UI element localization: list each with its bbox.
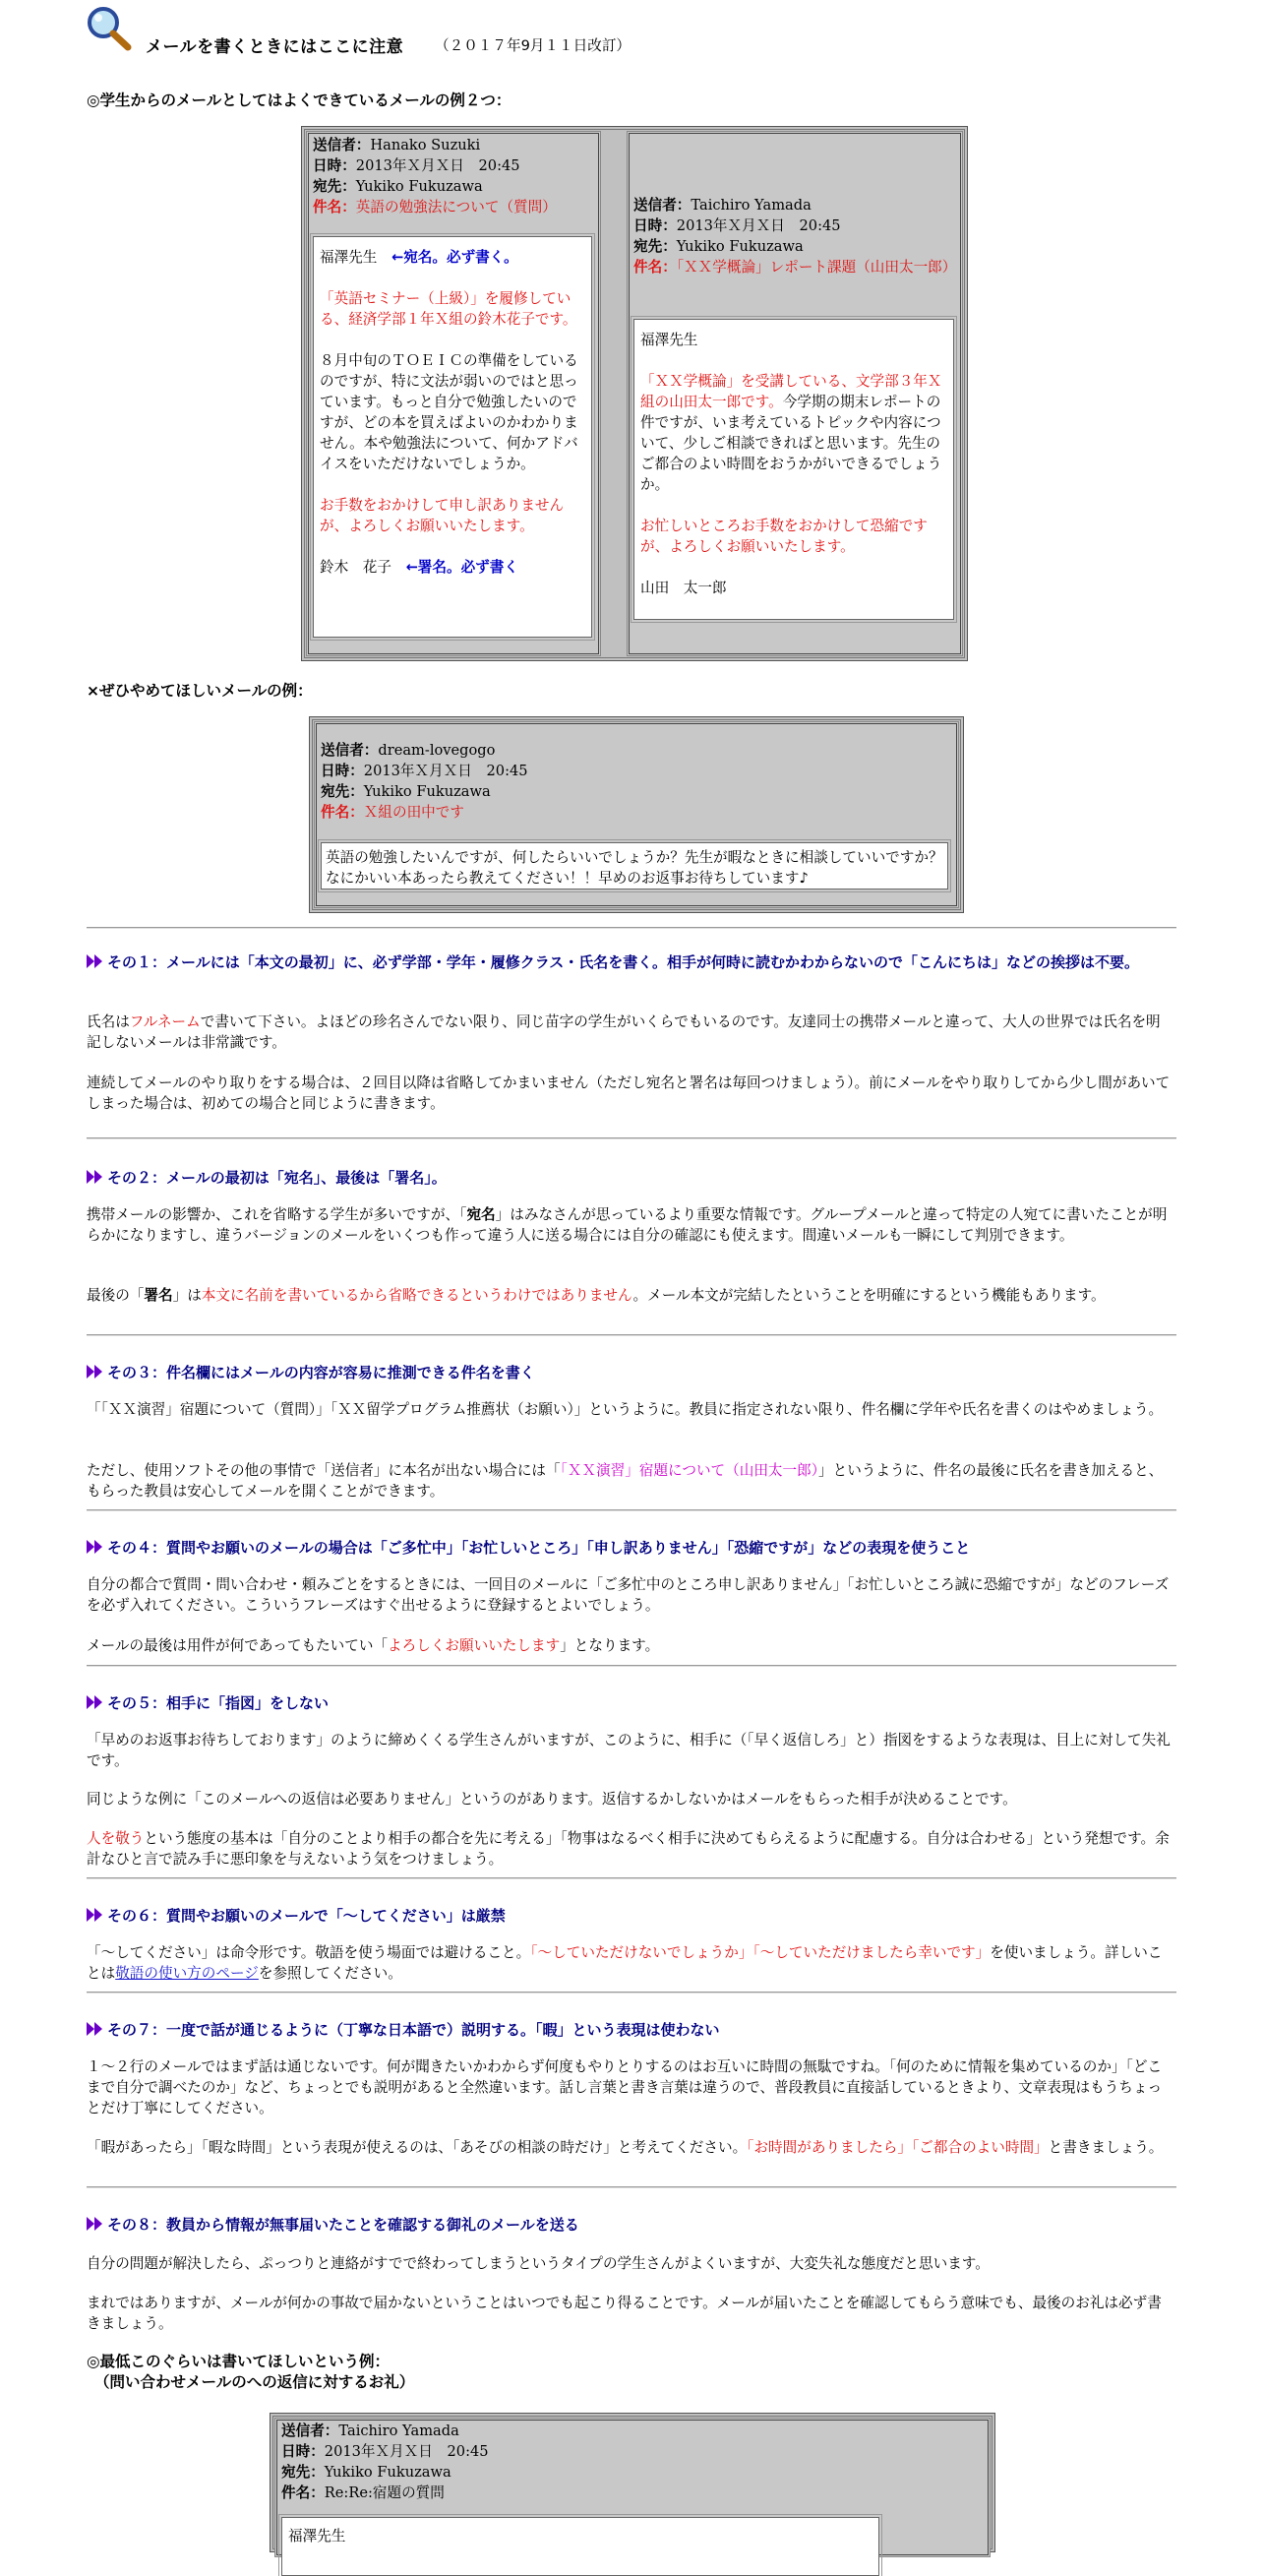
section-4-paragraph-1: 自分の都合で質問・問い合わせ・頼みごとをするときには、一回目のメールに「ご多忙中のところ申し訳ありません」「お忙しいところ誠に恐縮ですが」などのフレーズを必ず入れてください。こういうフレーズはすぐ出せるように登録するとよいでしょう。 <box>87 1576 1170 1614</box>
date-value: 2013年Ｘ月Ｘ日 20:45 <box>363 763 528 779</box>
email-1-signature: 鈴木 花子 ←署名。必ず書く <box>320 559 518 576</box>
double-arrow-icon <box>87 1695 104 1709</box>
double-arrow-icon <box>87 1170 104 1184</box>
sender-value: Taichiro Yamada <box>691 197 812 214</box>
date-label: 日時： <box>313 157 356 174</box>
section-7-paragraph-2: 「暇があったら」「暇な時間」という表現が使えるのは、「あそびの相談の時だけ」と考えてください。「お時間がありましたら」「ご都合のよい時間」と書きましょう。 <box>87 2139 1164 2156</box>
double-arrow-icon <box>87 1365 104 1379</box>
email-example-2 <box>627 131 963 656</box>
section-1-paragraph-2: 連続してメールのやり取りをする場合は、２回目以降は省略してかまいません（ただし宛名と署名は毎回つけましょう）。前にメールをやり取りしてから少し間があいてしまった場合は、初めての場合と同じように書きます。 <box>87 1074 1171 1112</box>
divider <box>87 1509 1176 1511</box>
section-8-paragraph-1: 自分の問題が解決したら、ぷっつりと連絡がすでで終わってしまうというタイプの学生さんがよくいますが、大変失礼な態度だと思います。 <box>87 2255 990 2272</box>
email-3-body: 英語の勉強したいんですが、何したらいいでしょうか？先生が暇なときに相談していいですか？なにかいい本あったら教えてください！！早めのお返事お待ちしています♪ <box>321 842 948 889</box>
divider <box>87 1334 1176 1336</box>
email-example-1 <box>306 131 601 656</box>
keigo-usage-link[interactable]: 敬語の使い方のページ <box>115 1965 259 1982</box>
section-7-paragraph-1: １～２行のメールではまず話は通じないです。何が聞きたいかわからず何度もやりとりするのはお互いに時間の無駄ですね。「何のために情報を集めているのか」「どこまで自分で調べたのか」など、ちょっとでも説明があると全然違います。話し言葉と書き言葉は違うので、普段教員に直接話しているときより、文章表現はもうちょっとだけ丁寧にしてください。 <box>87 2058 1163 2116</box>
email-2-signature: 山田 太一郎 <box>640 580 727 596</box>
sender-value: Hanako Suzuki <box>370 137 481 153</box>
double-arrow-icon <box>87 954 104 968</box>
email-example-4 <box>274 2418 991 2557</box>
subject-label: 件名： <box>313 199 356 215</box>
section-3-title: その３：件名欄にはメールの内容が容易に推測できる件名を書く <box>87 1362 535 1382</box>
section-4-paragraph-2: メールの最後は用件が何であってもたいてい「よろしくお願いいたします」となります。 <box>87 1637 660 1654</box>
divider <box>87 1992 1176 1993</box>
email-2-closing: お忙しいところお手数をおかけして恐縮ですが、よろしくお願いいたします。 <box>640 518 928 555</box>
double-arrow-icon <box>87 2022 104 2036</box>
section-5-paragraph-2: 同じような例に「このメールへの返信は必要ありません」というのがあります。返信するかしないかはメールをもらった相手が決めることです。 <box>87 1791 1017 1808</box>
email-2-text: 「ＸＸ学概論」を受講している、文学部３年Ｘ組の山田太一郎です。今学期の期末レポートの件ですが、いま考えているトピックや内容について、少しご相談できればと思います。先生のご都合のよい時間をおうかがいできるでしょうか。 <box>640 373 942 493</box>
date-value: 2013年Ｘ月Ｘ日 20:45 <box>355 157 520 174</box>
section-1-title: その１：メールには「本文の最初」に、必ず学部・学年・履修クラス・氏名を書く。相手が何時に読むかわからないので「こんにちは」などの挨拶は不要。 <box>87 952 1176 973</box>
good-examples-heading: ◎学生からのメールとしてはよくできているメールの例２つ： <box>87 92 511 109</box>
email-3-header: 送信者：dream-lovegogo 日時：2013年Ｘ月Ｘ日 20:45 宛先：Yukiko Fukuzawa 件名：Ｘ組の田中です <box>321 742 528 821</box>
section-2-paragraph-2: 最後の「署名」は本文に名前を書いているから省略できるというわけではありません。メール本文が完結したということを明確にするという機能もあります。 <box>87 1287 1106 1304</box>
section-7-title: その７：一度で話が通じるように（丁寧な日本語で）説明する。「暇」という表現は使わない <box>87 2019 720 2040</box>
section-3-paragraph-2: ただし、使用ソフトその他の事情で「送信者」に本名が出ない場合には「「ＸＸ演習」宿題について（山田太一郎）」というように、件名の最後に氏名を書き加えると、もらった教員は安心してメールを開くことができます。 <box>87 1462 1164 1500</box>
email-1-main: ８月中旬のＴＯＥＩＣの準備をしているのですが、特に文法が弱いのではと思っています。もっと自分で勉強したいのですが、どの本を買えばよいのかわかりません。本や勉強法について、何かアドバイスをいただけないでしょうか。 <box>320 352 578 472</box>
to-value: Yukiko Fukuzawa <box>355 178 483 195</box>
email-4-header: 送信者：Taichiro Yamada 日時：2013年Ｘ月Ｘ日 20:45 宛先：Yukiko Fukuzawa 件名：Re:Re:宿題の質問 <box>281 2423 489 2501</box>
minimum-example-heading: ◎最低このぐらいは書いてほしいという例： （問い合わせメールのへの返信に対するお礼） <box>87 2353 415 2391</box>
email-example-3 <box>314 721 959 908</box>
email-2-header: 送信者：Taichiro Yamada 日時：2013年Ｘ月Ｘ日 20:45 宛先：Yukiko Fukuzawa 件名：「ＸＸ学概論」レポート課題（山田太一郎） <box>633 197 957 276</box>
section-5-paragraph-3: 人を敬うという態度の基本は「自分のことより相手の都合を先に考える」「物事はなるべく相手に決めてもらえるように配慮する。自分は合わせる」という発想です。余計なひと言で読み手に悪印象を与えないよう気をつけましょう。 <box>87 1830 1170 1868</box>
magnifier-icon <box>85 6 134 51</box>
to-value: Yukiko Fukuzawa <box>676 238 804 255</box>
divider <box>87 927 1176 929</box>
to-label: 宛先： <box>313 178 356 195</box>
email-1-greeting: 福澤先生 ←宛名。必ず書く。 <box>320 249 518 266</box>
subject-value: 「ＸＸ学概論」レポート課題（山田太一郎） <box>676 259 957 276</box>
section-8-title: その８：教員から情報が無事届いたことを確認する御礼のメールを送る <box>87 2214 579 2235</box>
section-5-paragraph-1: 「早めのお返事お待ちしております」のように締めくくる学生さんがいますが、このように、相手に（「早く返信しろ」と）指図をするような表現は、目上に対して失礼です。 <box>87 1732 1171 1769</box>
subject-value: 英語の勉強法について（質問） <box>355 199 557 215</box>
sender-value: dream-lovegogo <box>378 742 496 759</box>
good-examples-table <box>301 126 968 661</box>
section-4-title: その４：質問やお願いのメールの場合は「ご多忙中」「お忙しいところ」「申し訳ありません」「恐縮ですが」などの表現を使うこと <box>87 1537 970 1558</box>
subject-value: Re:Re:宿題の質問 <box>324 2484 445 2501</box>
double-arrow-icon <box>87 1908 104 1922</box>
double-arrow-icon <box>87 2217 104 2231</box>
sender-value: Taichiro Yamada <box>338 2423 459 2439</box>
email-2-greeting: 福澤先生 <box>640 332 698 348</box>
page-title: メールを書くときにはここに注意 <box>146 37 404 57</box>
email-1-intro: 「英語セミナー（上級）」を履修している、経済学部１年Ｘ組の鈴木花子です。 <box>320 290 577 328</box>
divider <box>87 1665 1176 1667</box>
to-value: Yukiko Fukuzawa <box>324 2464 451 2481</box>
section-2-paragraph-1: 携帯メールの影響か、これを省略する学生が多いですが、「宛名」はみなさんが思っているより重要な情報です。グループメールと違って特定の人宛てに書いたことが明らかになりますし、違うバージョンのメールをいくつも作って違う人に送る場合には自分の確認にも使えます。間違いメールも一瞬にして判別できます。 <box>87 1206 1168 1244</box>
bad-example-table <box>309 716 964 913</box>
revision-date: （２０１７年9月１１日改訂） <box>435 37 632 54</box>
email-1-header <box>313 135 557 217</box>
signature-note: ←署名。必ず書く <box>405 559 518 576</box>
section-6-paragraph-1: 「～してください」は命令形です。敬語を使う場面では避けること。「～していただけないでしょうか」「～していただけましたら幸いです」を使いましょう。詳しいことは敬語の使い方のページを参照してください。 <box>87 1944 1163 1982</box>
double-arrow-icon <box>87 1540 104 1554</box>
divider <box>87 1877 1176 1879</box>
email-4-body: 福澤先生 <box>281 2517 879 2576</box>
email-1-body <box>313 236 592 638</box>
section-3-paragraph-1: 「「ＸＸ演習」宿題について（質問）」「ＸＸ留学プログラム推薦状（お願い）」というように。教員に指定されない限り、件名欄に学年や氏名を書くのはやめましょう。 <box>87 1401 1164 1418</box>
section-5-title: その５：相手に「指図」をしない <box>87 1692 329 1713</box>
greeting-note: ←宛名。必ず書く。 <box>391 249 518 266</box>
date-value: 2013年Ｘ月Ｘ日 20:45 <box>324 2443 489 2460</box>
email-2-body <box>633 319 954 620</box>
sender-label: 送信者： <box>313 137 371 153</box>
page-header <box>85 6 773 57</box>
minimum-example-table <box>270 2413 995 2552</box>
divider <box>87 1137 1176 1139</box>
to-value: Yukiko Fukuzawa <box>363 783 491 800</box>
section-1-paragraph-1: 氏名はフルネームで書いて下さい。よほどの珍名さんでない限り、同じ苗字の学生がいくらでもいるのです。友達同士の携帯メールと違って、大人の世界では氏名を明記しないメールは非常識です。 <box>87 1013 1161 1051</box>
section-8-paragraph-2: まれではありますが、メールが何かの事故で届かないということはいつでも起こり得ることです。メールが届いたことを確認してもらう意味でも、最後のお礼は必ず書きましょう。 <box>87 2295 1162 2332</box>
date-value: 2013年Ｘ月Ｘ日 20:45 <box>676 217 841 234</box>
divider <box>87 2186 1176 2188</box>
subject-value: Ｘ組の田中です <box>363 804 464 821</box>
section-6-title: その６：質問やお願いのメールで「～してください」は厳禁 <box>87 1905 506 1926</box>
section-2-title: その２：メールの最初は「宛名」、最後は「署名」。 <box>87 1167 447 1188</box>
email-1-closing: お手数をおかけして申し訳ありませんが、よろしくお願いいたします。 <box>320 497 565 534</box>
bad-example-heading: ×ぜひやめてほしいメールの例： <box>87 682 313 700</box>
